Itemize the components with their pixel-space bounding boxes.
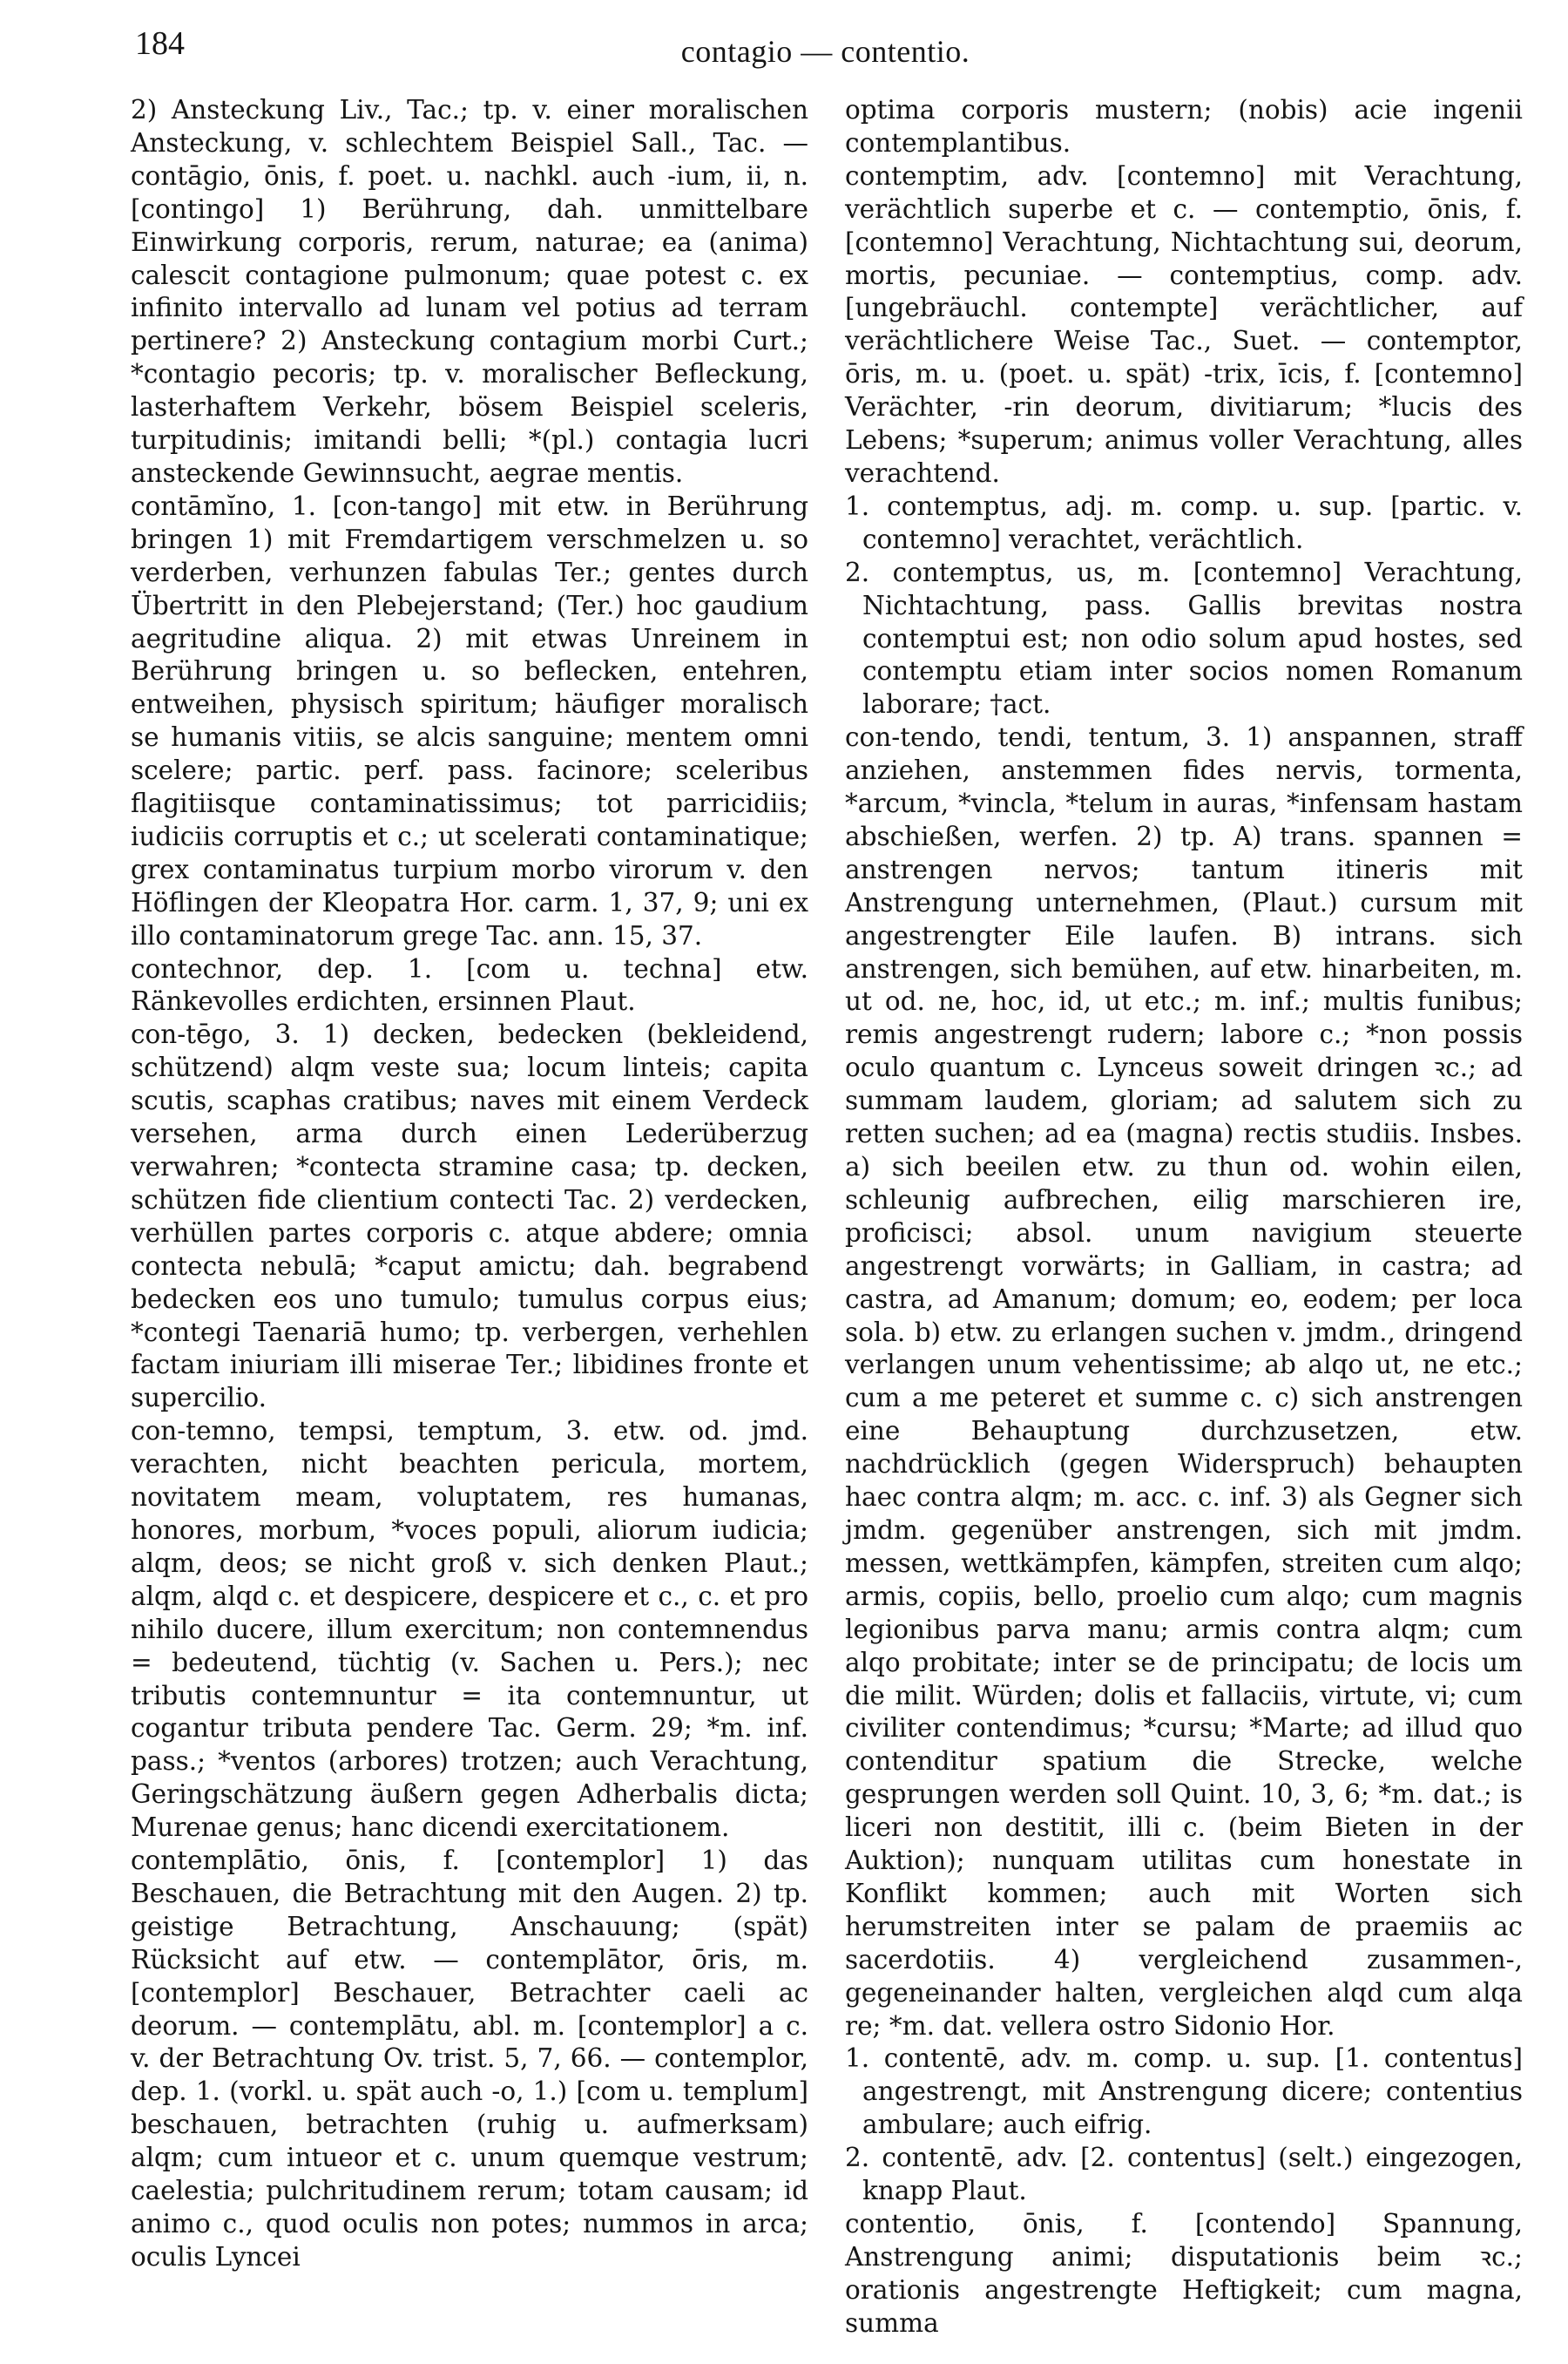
entry-contego: con-tēgo, 3. 1) decken, bedecken (bekleidend, schützend) alqm veste sua; locum linteis; capita scutis, scaphas cratibus; naves mit einem Verdeck versehen, arma durch einen Lederüberzug verwahren; *contecta stramine casa; tp. decken, schützen fide clientium contecti Tac. 2) verdecken, verhüllen partes corporis c. atque abdere; omnia contecta nebulā; *caput amictu; dah. begrabend bedecken eos uno tumulo; tumulus corpus eius; *contegi Taenariā humo; tp. verbergen, verhehlen factam iniuriam illi miserae Ter.; libidines fronte et supercilio.: [131, 1019, 808, 1413]
entry-contemptus-2: 2. contemptus, us, m. [contemno] Verachtung, Nichtachtung, pass. Gallis brevitas nostra contemptui est; non odio solum apud hostes, sed contemptu etiam inter socios nomen Romanum laborare; †act.: [845, 557, 1523, 720]
right-column: [845, 94, 1523, 2351]
entry-contente-2: 2. contentē, adv. [2. contentus] (selt.) eingezogen, knapp Plaut.: [845, 2143, 1523, 2206]
page-header: [135, 24, 1516, 77]
entry-contechnor: contechnor, dep. 1. [com u. techna] etw. Ränkevolles erdichten, ersinnen Plaut.: [131, 953, 808, 1017]
entry-contemptim: contemptim, adv. [contemno] mit Verachtung, verächtlich superbe et c. — contemptio, ōnis, f. [contemno] Verachtung, Nichtachtung sui, deorum, mortis, pecuniae. — contemptius, comp. adv. [ungebräuchl. contempte] verächtlicher, auf verächtlichere Weise Tac., Suet. — contemptor, ōris, m. u. (poet. u. spät) -trix, īcis, f. [contemno] Verächter, -rin deorum, divitiarum; *lucis des Lebens; *superum; animus voller Verachtung, alles verachtend.: [845, 160, 1523, 488]
entry-contemplor-continuation: optima corporis mustern; (nobis) acie ingenii contemplantibus.: [845, 95, 1523, 158]
entry-contentio: contentio, ōnis, f. [contendo] Spannung, Anstrengung animi; disputationis beim ꝛc.; orationis angestrengte Heftigkeit; cum magna, summa: [845, 2209, 1523, 2338]
dictionary-columns: [131, 94, 1523, 2351]
entry-contemplatio: contemplātio, ōnis, f. [contemplor] 1) das Beschauen, die Betrachtung mit den Augen. 2) tp. geistige Betrachtung, Anschauung; (spät) Rücksicht auf etw. — contemplātor, ōris, m. [contemplor] Beschauer, Betrachter caeli ac deorum. — contemplātu, abl. m. [contemplor] a c. v. der Betrachtung Ov. trist. 5, 7, 66. — contemplor, dep. 1. (vorkl. u. spät auch -o, 1.) [com u. templum] beschauen, betrachten (ruhig u. aufmerksam) alqm; cum intueor et c. unum quemque vestrum; caelestia; pulchritudinem rerum; totam causam; id animo c., quod oculis non potes; nummos in arca; oculis Lyncei: [131, 1846, 808, 2272]
running-head: contagio — contentio.: [680, 34, 970, 69]
entry-contamino: contāmĭno, 1. [con-tango] mit etw. in Berührung bringen 1) mit Fremdartigem verschmelzen u. so verderben, verhunzen fabulas Ter.; gentes durch Übertritt in den Plebejerstand; (Ter.) hoc gaudium aegritudine aliqua. 2) mit etwas Unreinem in Berührung bringen u. so beflecken, entehren, entweihen, physisch spiritum; häufiger moralisch se humanis vitiis, se alcis sanguine; mentem omni scelere; partic. perf. pass. facinore; sceleribus flagitiisque contaminatissimus; tot parricidiis; iudiciis corruptis et c.; ut scelerati contaminatique; grex contaminatus turpium morbo virorum v. den Höflingen der Kleopatra Hor. carm. 1, 37, 9; uni ex illo contaminatorum grege Tac. ann. 15, 37.: [131, 491, 808, 951]
entry-contagio-continuation: 2) Ansteckung Liv., Tac.; tp. v. einer moralischen Ansteckung, v. schlechtem Beispiel Sall., Tac. — contāgio, ōnis, f. poet. u. nachkl. auch -ium, ii, n. [contingo] 1) Berührung, dah. unmittelbare Einwirkung corporis, rerum, naturae; ea (anima) calescit contagione pulmonum; quae potest c. ex infinito intervallo ad lunam vel potius ad terram pertinere? 2) Ansteckung contagium morbi Curt.; *contagio pecoris; tp. v. moralischer Befleckung, lasterhaftem Verkehr, bösem Beispiel sceleris, turpitudinis; imitandi belli; *(pl.) contagia lucri ansteckende Gewinnsucht, aegrae mentis.: [131, 95, 808, 488]
entry-contemptus-1: 1. contemptus, adj. m. comp. u. sup. [partic. v. contemno] verachtet, verächtlich.: [845, 491, 1523, 554]
left-column: [131, 94, 808, 2351]
entry-contemno: con-temno, tempsi, temptum, 3. etw. od. jmd. verachten, nicht beachten pericula, mortem, novitatem meam, voluptatem, res humanas, honores, morbum, *voces populi, aliorum iudicia; alqm, deos; se nicht groß v. sich denken Plaut.; alqm, alqd c. et despicere, despicere et c., c. et pro nihilo ducere, illum exercitum; non contemnendus = bedeutend, tüchtig (v. Sachen u. Pers.); nec tributis contemnuntur = ita contemnuntur, ut cogantur tributa pendere Tac. Germ. 29; *m. inf. pass.; *ventos (arbores) trotzen; auch Verachtung, Geringschätzung äußern gegen Adherbalis dicta; Murenae genus; hanc dicendi exercitationem.: [131, 1416, 808, 1843]
page-number: 184: [135, 25, 185, 62]
entry-contente-1: 1. contentē, adv. m. comp. u. sup. [1. contentus] angestrengt, mit Anstrengung dicere; contentius ambulare; auch eifrig.: [845, 2043, 1523, 2140]
entry-contendo: con-tendo, tendi, tentum, 3. 1) anspannen, straff anziehen, anstemmen fides nervis, tormenta, *arcum, *vincla, *telum in auras, *infensam hastam abschießen, werfen. 2) tp. A) trans. spannen = anstrengen nervos; tantum itineris mit Anstrengung unternehmen, (Plaut.) cursum mit angestrengter Eile laufen. B) intrans. sich anstrengen, sich bemühen, auf etw. hinarbeiten, m. ut od. ne, hoc, id, ut etc.; m. inf.; multis funibus; remis angestrengt rudern; labore c.; *non possis oculo quantum c. Lynceus soweit dringen ꝛc.; ad summam laudem, gloriam; ad salutem sich zu retten suchen; ad ea (magna) rectis studiis. Insbes. a) sich beeilen etw. zu thun od. wohin eilen, schleunig aufbrechen, eilig marschieren ire, proficisci; absol. unum navigium steuerte angestrengt vorwärts; in Galliam, in castra; ad castra, ad Amanum; domum; eo, eodem; per loca sola. b) etw. zu erlangen suchen v. jmdm., dringend verlangen unum vehentissime; ab alqo ut, ne etc.; cum a me peteret et summe c. c) sich anstrengen eine Behauptung durchzusetzen, etw. nachdrücklich (gegen Widerspruch) behaupten haec contra alqm; m. acc. c. inf. 3) als Gegner sich jmdm. gegenüber anstrengen, sich mit jmdm. messen, wettkämpfen, kämpfen, streiten cum alqo; armis, copiis, bello, proelio cum alqo; cum magnis legionibus parva manu; armis contra alqm; cum alqo probitate; inter se de principatu; de locis um die milit. Würden; dolis et fallaciis, virtute, vi; cum civiliter contendimus; *cursu; *Marte; ad illud quo contenditur spatium die Strecke, welche gesprungen werden soll Quint. 10, 3, 6; *m. dat.; is liceri non destitit, illi c. (beim Bieten in der Auktion); nunquam utilitas cum honestate in Konflikt kommen; auch mit Worten sich herumstreiten inter se palam de praemiis ac sacerdotiis. 4) vergleichend zusammen-, gegeneinander halten, vergleichen alqd cum alqa re; *m. dat. vellera ostro Sidonio Hor.: [845, 722, 1523, 2041]
